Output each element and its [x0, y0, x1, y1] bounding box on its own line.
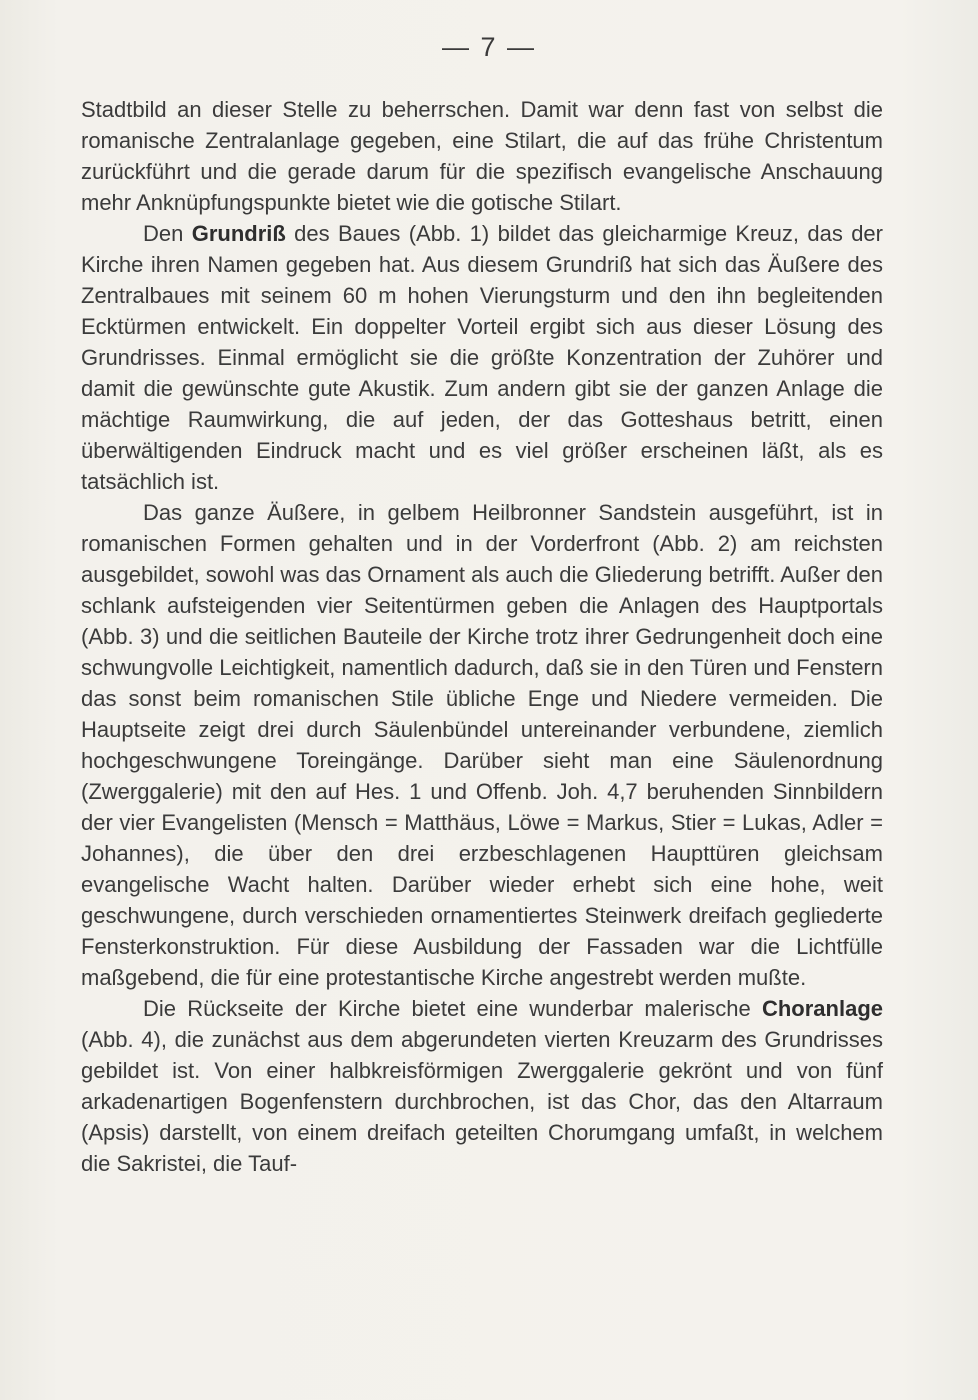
- keyword-choranlage: Choranlage: [761, 996, 883, 1021]
- paragraph-4-lead: Die Rückseite der Kirche bietet eine wunderbar malerische: [143, 996, 762, 1021]
- paragraph-2-body: des Baues (Abb. 1) bildet das gleicharmige Kreuz, das der Kirche ihren Namen gegeben hat. Aus diesem Grundriß hat sich das Äußere des Zentralbaues mit seinem 60 m hohen Vierungsturm und den ihn begleitenden Ecktürmen entwickelt. Ein doppelter Vorteil ergibt sich aus dieser Lösung des Grundrisses. Einmal ermöglicht sie die größte Konzentration der Zuhörer und damit die gewünschte gute Akustik. Zum andern gibt sie der ganzen Anlage die mächtige Raumwirkung, die auf jeden, der das Gotteshaus betritt, einen überwältigenden Eindruck macht und es viel größer erscheinen läßt, als es tatsächlich ist.: [81, 221, 883, 494]
- paragraph-4-body: (Abb. 4), die zunächst aus dem abgerundeten vierten Kreuzarm des Grundrisses gebildet ist. Von einer halbkreisförmigen Zwerggalerie gekrönt und von fünf arkadenartigen Bogenfenstern durchbrochen, ist das Chor, das den Altarraum (Apsis) darstellt, von einem dreifach geteilten Chorumgang umfaßt, in welchem die Sakristei, die Tauf-: [81, 1027, 883, 1176]
- page-number: — 7 —: [441, 32, 537, 62]
- keyword-grundriss: Grundriß: [191, 221, 286, 246]
- body-text: [81, 94, 883, 1179]
- paragraph-1: Stadtbild an dieser Stelle zu beherrschen. Damit war denn fast von selbst die romanische Zentralanlage gegeben, eine Stilart, die auf das frühe Christentum zurückführt und die gerade darum für die spezifisch evangelische Anschauung mehr Anknüpfungspunkte bietet wie die gotische Stilart.: [81, 97, 883, 215]
- paragraph-2-lead: Den: [143, 221, 192, 246]
- paragraph-3: Das ganze Äußere, in gelbem Heilbronner Sandstein ausgeführt, ist in romanischen Formen gehalten und in der Vorderfront (Abb. 2) am reichsten ausgebildet, sowohl was das Ornament als auch die Gliederung betrifft. Außer den schlank aufsteigenden vier Seitentürmen geben die Anlagen des Hauptportals (Abb. 3) und die seitlichen Bauteile der Kirche trotz ihrer Gedrungenheit doch eine schwungvolle Leichtigkeit, namentlich dadurch, daß sie in den Türen und Fenstern das sonst beim romanischen Stile übliche Enge und Niedere vermeiden. Die Hauptseite zeigt drei durch Säulenbündel untereinander verbundene, ziemlich hochgeschwungene Toreingänge. Darüber sieht man eine Säulenordnung (Zwerggalerie) mit den auf Hes. 1 und Offenb. Joh. 4,7 beruhenden Sinnbildern der vier Evangelisten (Mensch = Matthäus, Löwe = Markus, Stier = Lukas, Adler = Johannes), die über den drei erzbeschlagenen Haupttüren gleichsam evangelische Wacht halten. Darüber wieder erhebt sich eine hohe, weit geschwungene, durch verschieden ornamentiertes Steinwerk dreifach gegliederte Fensterkonstruktion. Für diese Ausbildung der Fassaden war die Lichtfülle maßgebend, die für eine protestantische Kirche angestrebt werden mußte.: [81, 500, 883, 990]
- paragraph-2: [81, 218, 883, 497]
- paragraph-4: [81, 993, 883, 1179]
